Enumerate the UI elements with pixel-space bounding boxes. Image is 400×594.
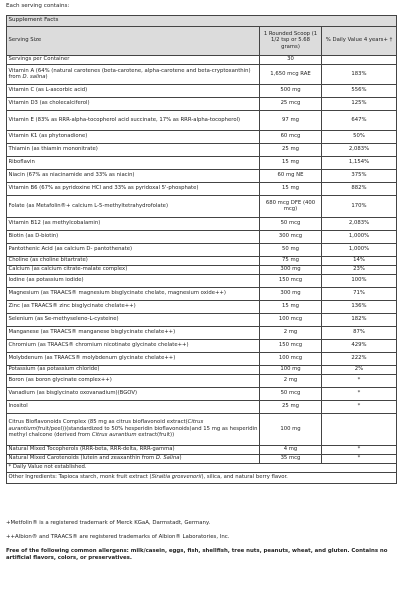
nutrient-name: Vitamin C (as L-ascorbic acid) <box>7 84 260 97</box>
nutrient-row <box>7 352 397 365</box>
nutrient-daily-value: 183% <box>322 64 397 84</box>
nutrient-row <box>7 156 397 169</box>
nutrient-daily-value: 222% <box>322 352 397 365</box>
nutrient-daily-value: 71% <box>322 287 397 300</box>
nutrient-row <box>7 230 397 243</box>
nutrient-name: Folate (as Metafolin®+ calcium L-5-methyltetrahydrofolate) <box>7 195 260 217</box>
nutrient-amount: 300 mcg <box>260 230 322 243</box>
table-caption-row <box>7 16 397 27</box>
nutrient-name: Boron (as boron glycinate complex++) <box>7 374 260 387</box>
nutrient-daily-value: 14% <box>322 256 397 265</box>
nutrient-amount: 60 mg NE <box>260 169 322 182</box>
nutrient-daily-value: 1,154% <box>322 156 397 169</box>
nutrient-row <box>7 143 397 156</box>
nutrient-daily-value: 882% <box>322 182 397 195</box>
nutrient-row <box>7 326 397 339</box>
nutrient-amount: 15 mg <box>260 182 322 195</box>
allergen-statement: Free of the following common allergens: milk/casein, eggs, fish, shellfish, tree nuts, peanuts, wheat, and gluten. Contains no artificial flavors, colors, or preservatives. <box>6 548 388 561</box>
nutrient-row <box>7 339 397 352</box>
nutrient-daily-value: 50% <box>322 130 397 143</box>
amount-header: 1 Rounded Scoop (1 1/2 tsp or 5.68 grams) <box>260 26 322 55</box>
table-header-row <box>7 26 397 55</box>
nutrient-daily-value: 87% <box>322 326 397 339</box>
nutrient-name: Manganese (as TRAACS® manganese bisglycinate chelate++) <box>7 326 260 339</box>
nutrient-amount: 150 mcg <box>260 339 322 352</box>
nutrient-daily-value: 170% <box>322 195 397 217</box>
nutrient-row <box>7 130 397 143</box>
nutrient-amount: 100 mcg <box>260 352 322 365</box>
nutrient-name: Thiamin (as thiamin mononitrate) <box>7 143 260 156</box>
nutrient-amount: 50 mg <box>260 243 322 256</box>
table-caption: Supplement Facts <box>7 16 397 27</box>
nutrient-name: Selenium (as Se-methyseleno-L-cysteine) <box>7 313 260 326</box>
nutrient-amount: 25 mcg <box>260 97 322 110</box>
nutrient-name: Vitamin K1 (as phytonadione) <box>7 130 260 143</box>
nutrient-name: Calcium (as calcium citrate-malate complex) <box>7 265 260 274</box>
nutrient-name: Inositol <box>7 400 260 413</box>
nutrient-amount: 50 mcg <box>260 387 322 400</box>
nutrient-daily-value: * <box>322 445 397 454</box>
nutrient-daily-value: 182% <box>322 313 397 326</box>
nutrient-name: Vitamin E (83% as RRR-alpha-tocopherol acid succinate, 17% as RRR-alpha-tocopherol) <box>7 110 260 130</box>
nutrient-daily-value: * <box>322 400 397 413</box>
nutrient-daily-value: * <box>322 454 397 463</box>
nutrient-amount: 150 mcg <box>260 274 322 287</box>
nutrient-row <box>7 182 397 195</box>
nutrient-row <box>7 287 397 300</box>
nutrient-name: Choline (as choline bitartrate) <box>7 256 260 265</box>
nutrient-daily-value: 2% <box>322 365 397 374</box>
nutrient-daily-value: 125% <box>322 97 397 110</box>
nutrient-amount: 30 <box>260 55 322 64</box>
nutrient-name: Vitamin A (64% (natural carotenes (beta-carotene, alpha-carotene and beta-cryptoxanthin) from D. salina) <box>7 64 260 84</box>
nutrient-amount: 2 mg <box>260 326 322 339</box>
nutrient-amount: 1,650 mcg RAE <box>260 64 322 84</box>
nutrient-name: Vanadium (as bisglycinato oxovanadium)(BGOV) <box>7 387 260 400</box>
supplement-facts-table <box>6 15 397 484</box>
nutrient-amount: 97 mg <box>260 110 322 130</box>
nutrient-amount: 100 mcg <box>260 313 322 326</box>
nutrient-amount: 2 mg <box>260 374 322 387</box>
nutrient-amount: 4 mg <box>260 445 322 454</box>
nutrient-daily-value: 136% <box>322 300 397 313</box>
nutrient-row <box>7 110 397 130</box>
intro-text: Each serving contains: <box>6 3 70 9</box>
nutrient-daily-value: 1,000% <box>322 243 397 256</box>
nutrient-amount: 680 mcg DFE (400 mcg) <box>260 195 322 217</box>
nutrient-daily-value: * <box>322 387 397 400</box>
nutrient-amount: 50 mcg <box>260 217 322 230</box>
nutrient-daily-value: 23% <box>322 265 397 274</box>
nutrient-row <box>7 256 397 265</box>
nutrient-row <box>7 217 397 230</box>
nutrient-name: Biotin (as D-biotin) <box>7 230 260 243</box>
nutrient-name: Natural Mixed Carotenoids (lutein and zeaxanthin from D. Salina) <box>7 454 260 463</box>
nutrient-daily-value: 2,083% <box>322 217 397 230</box>
nutrient-daily-value: 2,083% <box>322 143 397 156</box>
nutrient-daily-value: 1,000% <box>322 230 397 243</box>
nutrient-row <box>7 445 397 454</box>
nutrient-row <box>7 374 397 387</box>
nutrient-row <box>7 387 397 400</box>
nutrient-name: Molybdenum (as TRAACS® molybdenum glycinate chelate++) <box>7 352 260 365</box>
nutrient-row <box>7 55 397 64</box>
nutrient-row <box>7 300 397 313</box>
nutrient-row <box>7 400 397 413</box>
nutrient-daily-value: 429% <box>322 339 397 352</box>
nutrient-row <box>7 274 397 287</box>
other-ingredients: Other Ingredients: Tapioca starch, monk fruit extract (Siraitia grosvenorii), silica, and natural berry flavor. <box>7 472 397 483</box>
nutrient-name: Potassium (as potassium chloride) <box>7 365 260 374</box>
nutrient-amount: 300 mg <box>260 287 322 300</box>
daily-value-header: % Daily Value 4 years+ † <box>322 26 397 55</box>
nutrient-amount: 300 mg <box>260 265 322 274</box>
metafolin-note: +Metfolin® is a registered trademark of Merck KGaA, Darmstadt, Germany. <box>6 520 211 526</box>
serving-size-header: Serving Size <box>7 26 260 55</box>
nutrient-row <box>7 265 397 274</box>
nutrient-daily-value: 647% <box>322 110 397 130</box>
nutrient-amount: 100 mg <box>260 365 322 374</box>
nutrient-row <box>7 97 397 110</box>
nutrient-daily-value: 375% <box>322 169 397 182</box>
nutrient-amount: 75 mg <box>260 256 322 265</box>
nutrient-amount: 60 mcg <box>260 130 322 143</box>
nutrient-row <box>7 365 397 374</box>
nutrient-daily-value: 556% <box>322 84 397 97</box>
nutrient-name: Riboflavin <box>7 156 260 169</box>
nutrient-name: Chromium (as TRAACS® chromium nicotinate glycinate chelate++) <box>7 339 260 352</box>
nutrient-name: Natural Mixed Tocopherols (RRR-beta, RRR-delta, RRR-gamma) <box>7 445 260 454</box>
nutrient-amount: 100 mg <box>260 413 322 445</box>
nutrient-row <box>7 454 397 463</box>
nutrient-name: Vitamin D3 (as cholecalciferol) <box>7 97 260 110</box>
nutrient-amount: 500 mg <box>260 84 322 97</box>
nutrient-row <box>7 195 397 217</box>
nutrient-daily-value <box>322 55 397 64</box>
nutrient-amount: 15 mg <box>260 156 322 169</box>
nutrient-row <box>7 84 397 97</box>
nutrient-daily-value <box>322 413 397 445</box>
nutrient-row <box>7 169 397 182</box>
nutrient-amount: 25 mg <box>260 143 322 156</box>
nutrient-name: Vitamin B6 (67% as pyridoxine HCl and 33% as pyridoxal 5'-phosphate) <box>7 182 260 195</box>
nutrient-amount: 25 mg <box>260 400 322 413</box>
nutrient-name: Magnesium (as TRAACS® magnesium bisglycinate chelate, magnesium oxide++) <box>7 287 260 300</box>
nutrient-row <box>7 413 397 445</box>
daily-value-footnote: * Daily Value not established. <box>7 463 397 472</box>
albion-note: ++Albion® and TRAACS® are registered trademarks of Albion® Laboratories, Inc. <box>6 534 230 540</box>
nutrient-row <box>7 313 397 326</box>
nutrient-daily-value: 100% <box>322 274 397 287</box>
nutrient-row <box>7 243 397 256</box>
nutrient-name: Citrus Bioflavonoids Complex (85 mg as citrus bioflavonoid extract(Citrus aurantium(fruit/peel))(standardized to 50% hesperidin bioflavonoids)and 15 mg as hesperidin methyl chalcone (derived from Citrus aurantium extract(fruit)) <box>7 413 260 445</box>
nutrient-name: Pantothenic Acid (as calcium D- pantothenate) <box>7 243 260 256</box>
nutrient-row <box>7 64 397 84</box>
nutrient-daily-value: * <box>322 374 397 387</box>
nutrient-name: Niacin (67% as niacinamide and 33% as niacin) <box>7 169 260 182</box>
nutrient-name: Iodine (as potassium iodide) <box>7 274 260 287</box>
nutrient-amount: 35 mcg <box>260 454 322 463</box>
nutrient-name: Zinc (as TRAACS® zinc bisglycinate chelate++) <box>7 300 260 313</box>
nutrient-name: Servings per Container <box>7 55 260 64</box>
nutrient-name: Vitamin B12 (as methylcobalamin) <box>7 217 260 230</box>
nutrient-amount: 15 mg <box>260 300 322 313</box>
